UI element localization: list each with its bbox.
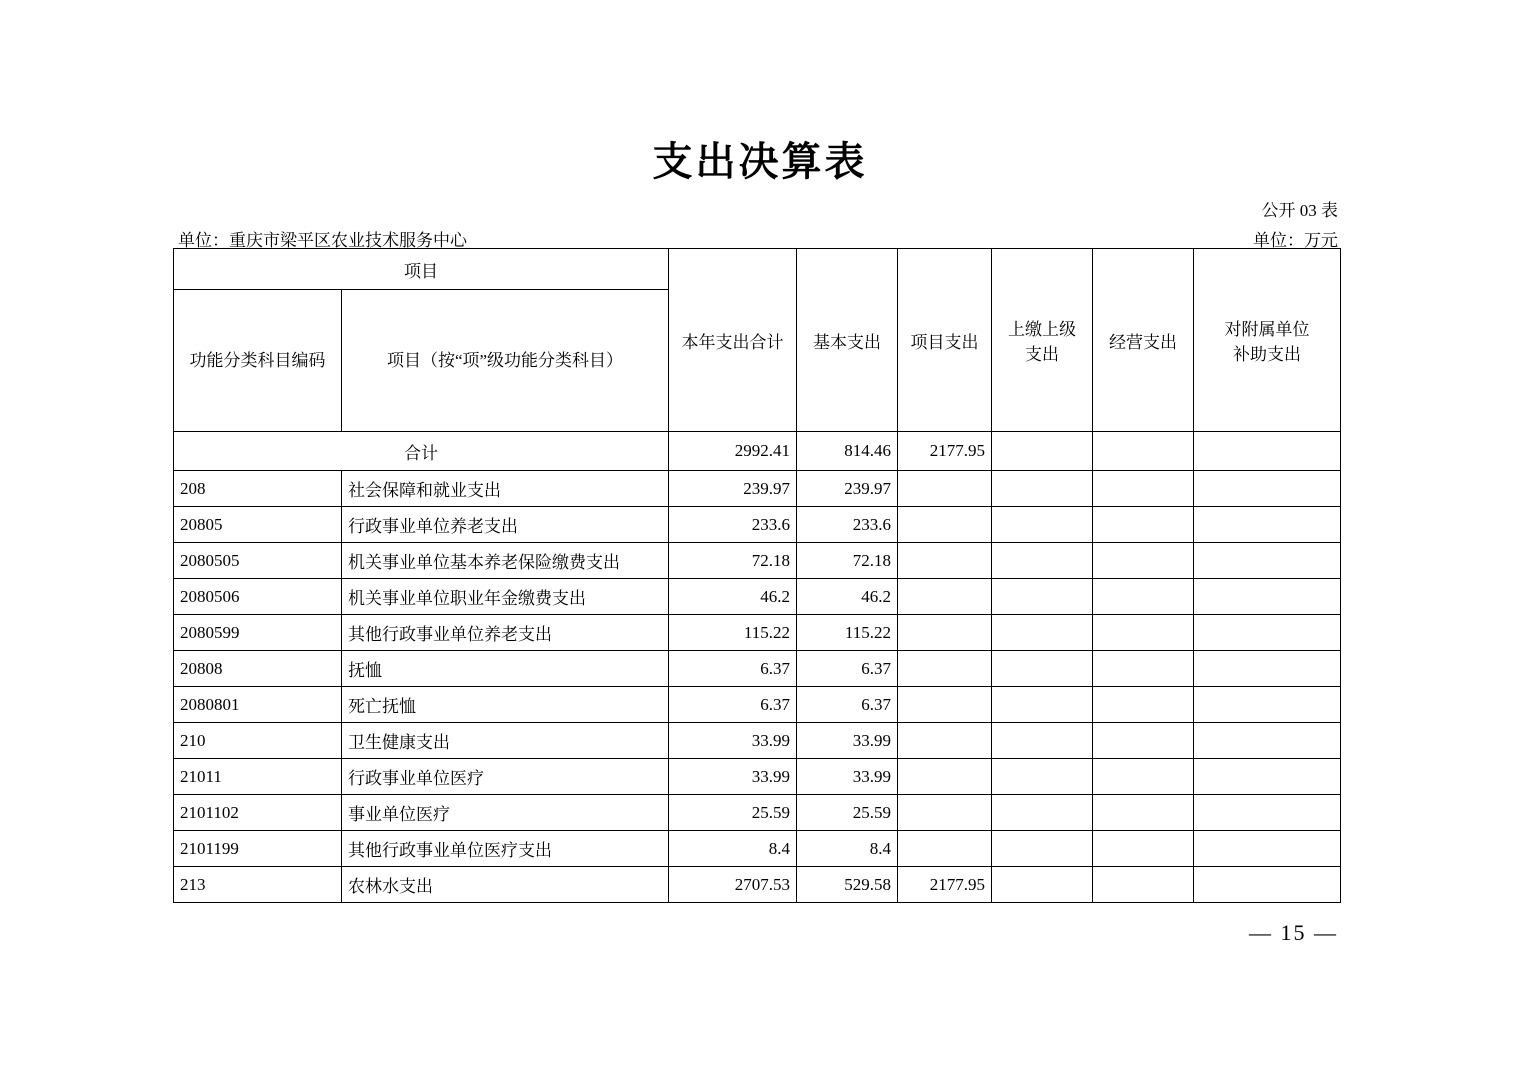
row-basic: 25.59 [797,795,898,831]
total-row-subsidiary [1194,432,1341,471]
row-operating [1093,615,1194,651]
row-project [898,471,992,507]
row-upper [992,615,1093,651]
total-row-upper [992,432,1093,471]
table-row [174,579,1341,615]
row-basic: 72.18 [797,543,898,579]
table-row [174,723,1341,759]
row-code: 210 [174,723,342,759]
row-operating [1093,723,1194,759]
row-code: 208 [174,471,342,507]
header-subsidiary-line2: 补助支出 [1233,345,1301,364]
row-operating [1093,687,1194,723]
header-project: 项目支出 [898,249,992,432]
row-total: 33.99 [669,723,797,759]
table-row-total [174,432,1341,471]
row-code: 213 [174,867,342,903]
row-project [898,795,992,831]
row-item: 社会保障和就业支出 [342,471,669,507]
row-item: 抚恤 [342,651,669,687]
header-upper-level-line1: 上缴上级 [1008,320,1076,339]
row-total: 115.22 [669,615,797,651]
row-upper [992,759,1093,795]
row-basic: 33.99 [797,723,898,759]
row-basic: 33.99 [797,759,898,795]
row-project [898,615,992,651]
row-subsidiary [1194,867,1341,903]
currency-unit-label: 单位：万元 [1253,231,1338,250]
row-total: 233.6 [669,507,797,543]
header-subsidiary [1194,249,1341,432]
expenditure-table [173,248,1341,903]
table-row [174,867,1341,903]
row-project: 2177.95 [898,867,992,903]
row-code: 20805 [174,507,342,543]
row-total: 6.37 [669,651,797,687]
page-title: 支出决算表 [652,139,868,184]
row-subsidiary [1194,831,1341,867]
row-item: 农林水支出 [342,867,669,903]
row-upper [992,795,1093,831]
row-project [898,507,992,543]
row-upper [992,687,1093,723]
row-subsidiary [1194,795,1341,831]
row-item: 事业单位医疗 [342,795,669,831]
table-row [174,507,1341,543]
header-upper-level [992,249,1093,432]
row-project [898,723,992,759]
row-total: 6.37 [669,687,797,723]
row-project [898,831,992,867]
table-row [174,615,1341,651]
table-row [174,795,1341,831]
row-basic: 239.97 [797,471,898,507]
row-basic: 6.37 [797,651,898,687]
row-project [898,543,992,579]
row-project [898,759,992,795]
row-code: 2080506 [174,579,342,615]
row-project [898,579,992,615]
row-upper [992,651,1093,687]
row-subsidiary [1194,651,1341,687]
row-code: 2101102 [174,795,342,831]
row-basic: 233.6 [797,507,898,543]
row-total: 72.18 [669,543,797,579]
row-subsidiary [1194,687,1341,723]
row-total: 239.97 [669,471,797,507]
row-item: 卫生健康支出 [342,723,669,759]
row-item: 机关事业单位职业年金缴费支出 [342,579,669,615]
row-code: 2080599 [174,615,342,651]
row-project [898,687,992,723]
row-upper [992,579,1093,615]
row-code: 2080801 [174,687,342,723]
row-total: 8.4 [669,831,797,867]
row-basic: 8.4 [797,831,898,867]
row-upper [992,471,1093,507]
total-row-project: 2177.95 [898,432,992,471]
row-total: 33.99 [669,759,797,795]
row-item: 其他行政事业单位养老支出 [342,615,669,651]
total-row-label: 合计 [174,432,669,471]
row-code: 20808 [174,651,342,687]
row-code: 21011 [174,759,342,795]
row-operating [1093,795,1194,831]
table-row [174,759,1341,795]
row-operating [1093,507,1194,543]
header-item: 项目（按“项”级功能分类科目） [342,290,669,432]
row-item: 行政事业单位医疗 [342,759,669,795]
row-item: 机关事业单位基本养老保险缴费支出 [342,543,669,579]
table-header [174,249,1341,432]
header-subsidiary-line1: 对附属单位 [1224,320,1310,339]
header-basic: 基本支出 [797,249,898,432]
row-subsidiary [1194,723,1341,759]
row-upper [992,543,1093,579]
row-operating [1093,651,1194,687]
total-row-total: 2992.41 [669,432,797,471]
table-row [174,543,1341,579]
table-row [174,831,1341,867]
row-operating [1093,579,1194,615]
row-operating [1093,867,1194,903]
total-row-basic: 814.46 [797,432,898,471]
row-subsidiary [1194,471,1341,507]
row-operating [1093,471,1194,507]
row-item: 其他行政事业单位医疗支出 [342,831,669,867]
row-project [898,651,992,687]
row-basic: 529.58 [797,867,898,903]
row-subsidiary [1194,543,1341,579]
row-item: 行政事业单位养老支出 [342,507,669,543]
form-code-label: 公开 03 表 [1261,201,1338,220]
table-row [174,687,1341,723]
row-operating [1093,831,1194,867]
row-code: 2101199 [174,831,342,867]
row-subsidiary [1194,579,1341,615]
table-row [174,471,1341,507]
header-code: 功能分类科目编码 [174,290,342,432]
header-group-item: 项目 [174,249,669,290]
row-subsidiary [1194,615,1341,651]
row-subsidiary [1194,759,1341,795]
row-basic: 46.2 [797,579,898,615]
header-operating: 经营支出 [1093,249,1194,432]
row-upper [992,867,1093,903]
row-basic: 115.22 [797,615,898,651]
header-upper-level-line2: 支出 [1025,345,1059,364]
row-upper [992,831,1093,867]
row-item: 死亡抚恤 [342,687,669,723]
row-code: 2080505 [174,543,342,579]
table-row [174,651,1341,687]
row-total: 25.59 [669,795,797,831]
page-number: — 15 — [1249,920,1338,945]
total-row-operating [1093,432,1194,471]
row-upper [992,723,1093,759]
row-total: 2707.53 [669,867,797,903]
table-body [174,432,1341,903]
header-total: 本年支出合计 [669,249,797,432]
unit-name-label: 单位：重庆市梁平区农业技术服务中心 [178,231,467,250]
row-subsidiary [1194,507,1341,543]
row-operating [1093,759,1194,795]
row-basic: 6.37 [797,687,898,723]
row-operating [1093,543,1194,579]
row-upper [992,507,1093,543]
row-total: 46.2 [669,579,797,615]
